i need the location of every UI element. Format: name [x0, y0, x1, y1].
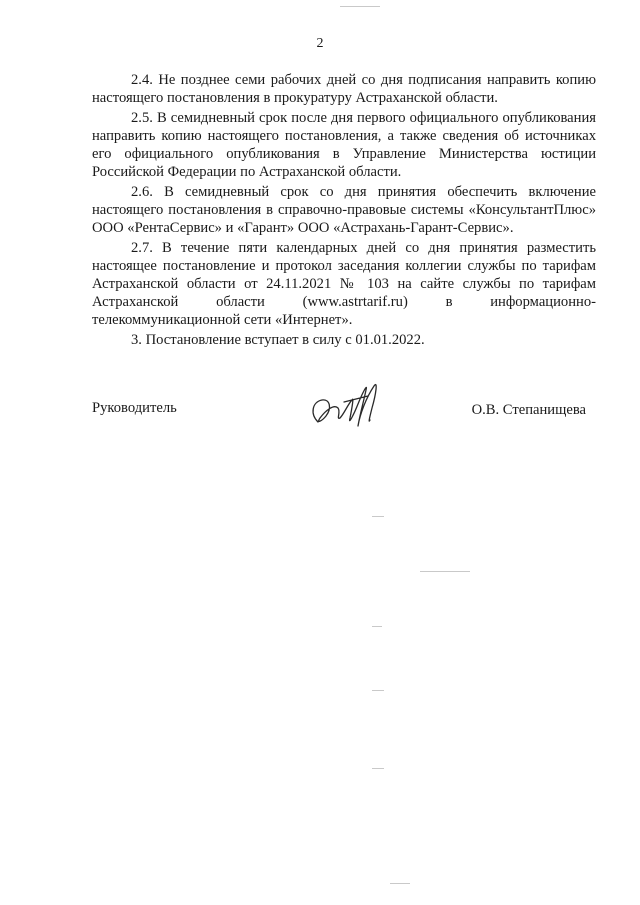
scan-artifact [372, 516, 384, 517]
scan-artifact [340, 6, 380, 7]
handwritten-signature [308, 374, 398, 434]
document-body [92, 71, 596, 351]
scan-artifact [420, 571, 470, 572]
paragraph-2-5: 2.5. В семидневный срок после дня первого официального опубликования направить копию настоящего постановления, а также сведения об источниках его официального опубликования в Управление Министерства юстиции Российской Федерации по Астраханской области. [92, 110, 596, 180]
scan-artifact [390, 883, 410, 884]
paragraph-2-6: 2.6. В семидневный срок со дня принятия обеспечить включение настоящего постановления в справочно-правовые системы «КонсультантПлюс» ООО «РентаСервис» и «Гарант» ООО «Астрахань-Гарант-Сервис». [92, 184, 596, 236]
paragraph-2-7: 2.7. В течение пяти календарных дней со дня принятия разместить настоящее постановление и протокол заседания коллегии службы по тарифам Астраханской области от 24.11.2021 № 103 на сайте службы по тарифам Астраханской области (www.astrtarif.ru) в информационно-телекоммуникационной сети «Интернет». [92, 240, 596, 328]
scan-artifact [372, 690, 384, 691]
scan-artifact [372, 768, 384, 769]
signatory-name: О.В. Степанищева [471, 402, 586, 418]
page-number: 2 [316, 36, 324, 51]
signatory-title: Руководитель [92, 400, 177, 416]
signature-block [92, 400, 596, 440]
scan-artifact [372, 626, 382, 627]
paragraph-3: 3. Постановление вступает в силу с 01.01.2022. [131, 332, 425, 348]
paragraph-2-4: 2.4. Не позднее семи рабочих дней со дня подписания направить копию настоящего постановления в прокуратуру Астраханской области. [92, 72, 596, 106]
